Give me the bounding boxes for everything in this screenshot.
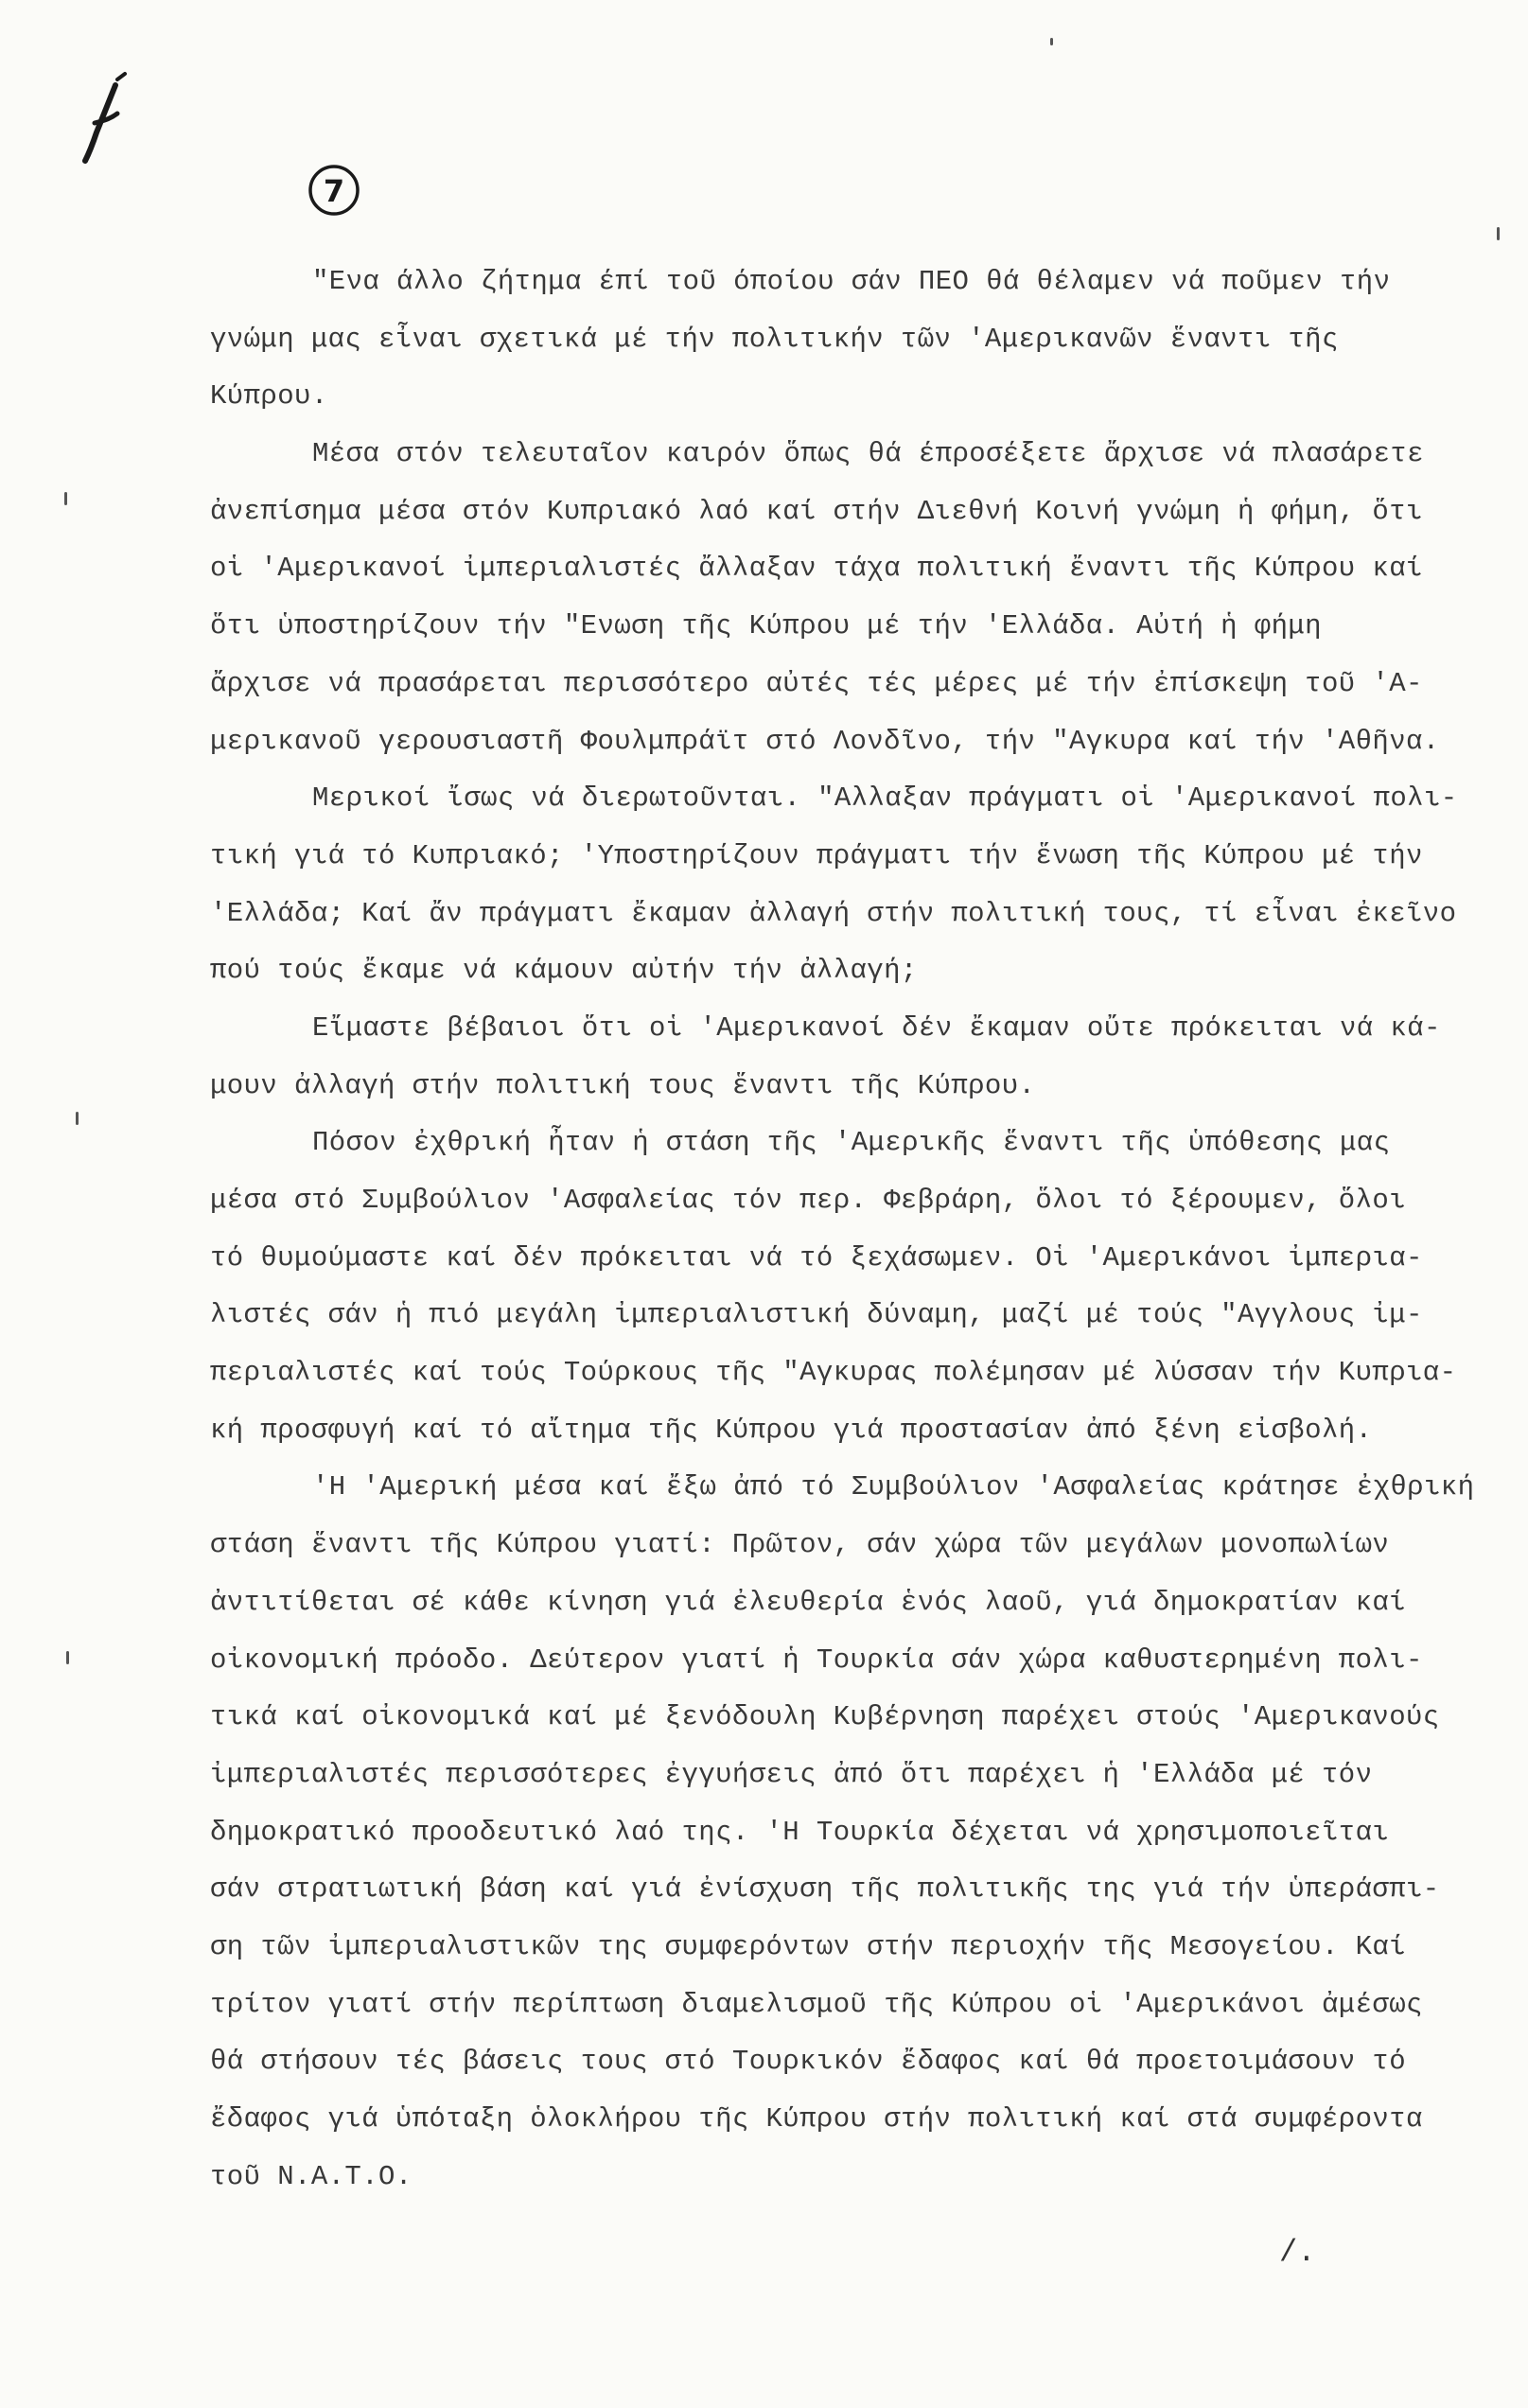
text-line: δημοκρατικό προοδευτικό λαό της. 'Η Τουρκία δέχεται νά χρησιμοποιεῖται <box>210 1816 1390 1848</box>
text-line: Πόσον ἐχθρική ἦταν ἡ στάση τῆς 'Αμερικῆς ἕναντι τῆς ὑπόθεσης μας <box>312 1127 1391 1159</box>
text-line: σάν στρατιωτική βάση καί γιά ἐνίσχυση τῆς πολιτικῆς της γιά τήν ὑπεράσπι- <box>210 1873 1440 1906</box>
text-line: μερικανοῦ γερουσιαστῆ Φουλμπράϊτ στό Λονδῖνο, τήν "Αγκυρα καί τήν 'Αθῆνα. <box>210 725 1440 757</box>
scan-speck <box>1050 38 1053 45</box>
text-line: ἰμπεριαλιστές περισσότερες ἐγγυήσεις ἀπό ὅτι παρέχει ἡ 'Ελλάδα μέ τόν <box>210 1758 1373 1790</box>
text-line: Κύπρου. <box>210 380 328 413</box>
handwritten-tick-mark <box>47 66 142 170</box>
text-line: Εἴμαστε βέβαιοι ὅτι οἱ 'Αμερικανοί δέν ἔκαμαν οὔτε πρόκειται νά κά- <box>312 1011 1441 1044</box>
scan-speck <box>1497 227 1500 240</box>
text-line: ὅτι ὑποστηρίζουν τήν "Ενωση τῆς Κύπρου μέ τήν 'Ελλάδα. Αὐτή ἡ φήμη <box>210 610 1322 642</box>
scan-speck <box>66 1651 69 1664</box>
text-line: γνώμη μας εἶναι σχετικά μέ τήν πολιτικήν τῶν 'Αμερικανῶν ἕναντι τῆς <box>210 323 1339 355</box>
text-line: Μερικοί ἴσως νά διερωτοῦνται. "Αλλαξαν πράγματι οἱ 'Αμερικανοί πολι- <box>312 782 1458 815</box>
end-mark: /. <box>1279 2235 1316 2270</box>
text-line: τό θυμούμαστε καί δέν πρόκειται νά τό ξεχάσωμεν. Οἱ 'Αμερικάνοι ἰμπερια- <box>210 1241 1423 1274</box>
text-line: οἱ 'Αμερικανοί ἰμπεριαλιστές ἄλλαξαν τάχα πολιτική ἔναντι τῆς Κύπρου καί <box>210 553 1423 585</box>
text-line: ἔδαφος γιά ὑπόταξη ὁλοκλήρου τῆς Κύπρου στήν πολιτική καί στά συμφέροντα <box>210 2103 1423 2135</box>
text-line: θά στήσουν τές βάσεις τους στό Τουρκικόν ἔδαφος καί θά προετοιμάσουν τό <box>210 2046 1407 2078</box>
text-line: ἄρχισε νά πρασάρεται περισσότερο αὐτές τές μέρες μέ τήν ἐπίσκεψη τοῦ 'Α- <box>210 667 1423 699</box>
text-line: μουν ἀλλαγή στήν πολιτική τους ἕναντι τῆς Κύπρου. <box>210 1069 1036 1101</box>
text-line: 'Η 'Αμερική μέσα καί ἔξω ἀπό τό Συμβούλιον 'Ασφαλείας κράτησε ἐχθρική <box>312 1471 1475 1503</box>
scan-speck <box>64 492 67 505</box>
text-line: περιαλιστές καί τούς Τούρκους τῆς "Αγκυρας πολέμησαν μέ λύσσαν τήν Κυπρια- <box>210 1357 1457 1389</box>
text-line: "Ενα άλλο ζήτημα έπί τοῦ όποίου σάν ΠΕΟ θά θέλαμεν νά ποῦμεν τήν <box>312 266 1391 297</box>
text-line: οἰκονομική πρόοδο. Δεύτερον γιατί ἡ Τουρκία σάν χώρα καθυστερημένη πολι- <box>210 1643 1423 1676</box>
scan-speck <box>76 1112 79 1125</box>
text-line: τική γιά τό Κυπριακό; 'Υποστηρίζουν πράγματι τήν ἕνωση τῆς Κύπρου μέ τήν <box>210 839 1423 871</box>
text-line: τικά καί οἰκονομικά καί μέ ξενόδουλη Κυβέρνηση παρέχει στούς 'Αμερικανούς <box>210 1701 1440 1733</box>
text-line: Μέσα στόν τελευταῖον καιρόν ὅπως θά έπροσέξετε ἄρχισε νά πλασάρετε <box>312 438 1424 470</box>
text-line: πού τούς ἔκαμε νά κάμουν αὐτήν τήν ἀλλαγή; <box>210 955 918 987</box>
text-line: 'Ελλάδα; Καί ἄν πράγματι ἔκαμαν ἀλλαγή στήν πολιτική τους, τί εἶναι ἐκεῖνο <box>210 897 1457 929</box>
document-body <box>210 254 1475 2206</box>
text-line: τοῦ Ν.Α.Τ.Ο. <box>210 2160 413 2192</box>
text-line: ἀνεπίσημα μέσα στόν Κυπριακό λαό καί στήν Διεθνή Κοινή γνώμη ἡ φήμη, ὅτι <box>210 495 1423 527</box>
page-number-circle <box>305 161 363 220</box>
text-line: ἀντιτίθεται σέ κάθε κίνηση γιά ἐλευθερία ἑνός λαοῦ, γιά δημοκρατίαν καί <box>210 1586 1407 1618</box>
page-number: 7 <box>323 173 345 209</box>
text-line: τρίτον γιατί στήν περίπτωση διαμελισμοῦ τῆς Κύπρου οἱ 'Αμερικάνοι ἀμέσως <box>210 1988 1423 2020</box>
text-line: λιστές σάν ἡ πιό μεγάλη ἰμπεριαλιστική δύναμη, μαζί μέ τούς "Αγγλους ἰμ- <box>210 1299 1423 1331</box>
text-line: στάση ἕναντι τῆς Κύπρου γιατί: Πρῶτον, σάν χώρα τῶν μεγάλων μονοπωλίων <box>210 1529 1390 1561</box>
text-line: μέσα στό Συμβούλιον 'Ασφαλείας τόν περ. Φεβράρη, ὅλοι τό ξέρουμεν, ὅλοι <box>210 1185 1407 1216</box>
text-line: κή προσφυγή καί τό αἴτημα τῆς Κύπρου γιά προστασίαν ἀπό ξένη εἰσβολή. <box>210 1414 1373 1446</box>
text-line: ση τῶν ἰμπεριαλιστικῶν της συμφερόντων στήν περιοχήν τῆς Μεσογείου. Καί <box>210 1930 1407 1962</box>
